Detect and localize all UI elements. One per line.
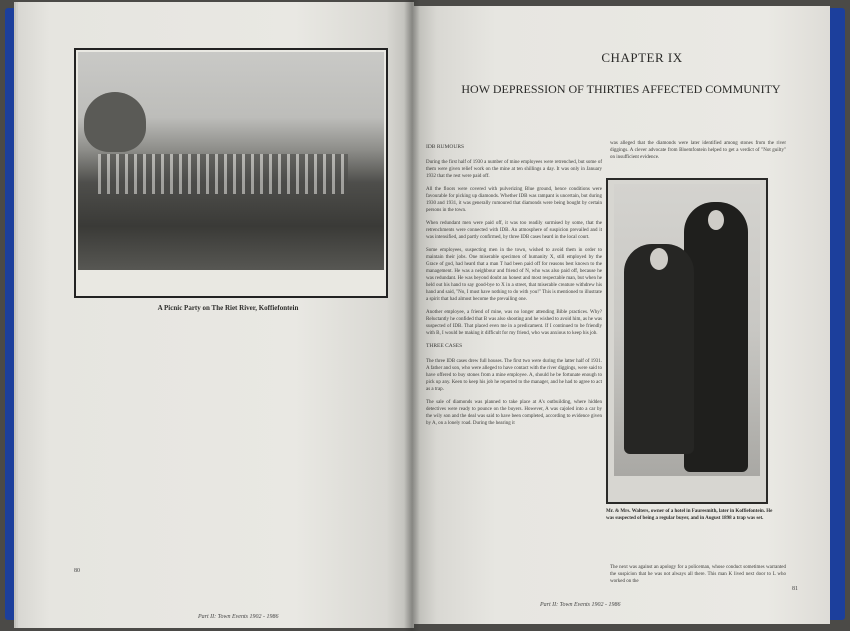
text-column-left bbox=[426, 144, 602, 433]
left-page bbox=[18, 2, 414, 628]
picnic-photo bbox=[78, 52, 384, 270]
chapter-title: HOW DEPRESSION OF THIRTIES AFFECTED COMMUNITY bbox=[461, 82, 781, 96]
text-column-right-top bbox=[610, 140, 786, 167]
chapter-number: CHAPTER IX bbox=[601, 50, 683, 65]
page-number-left: 80 bbox=[74, 568, 80, 574]
text-column-right-bottom bbox=[610, 564, 786, 591]
photo-tree bbox=[84, 92, 146, 152]
walters-photo-caption: Mr. & Mrs. Walters, owner of a hotel in Fauresmith, later in Koffiefontein. He was suspected of being a regular buyer, and in August 1898 a trap was set. bbox=[606, 509, 773, 521]
section-heading-idb-rumours: IDB RUMOURS bbox=[426, 144, 465, 150]
paragraph: The next was against an apology for a policeman, whose conduct sometimes warranted the suspicion that he was not always all there. This man K lived next door to L who worked on the bbox=[610, 565, 786, 584]
paragraph: The sale of diamonds was planned to take place at A's outbuilding, where hidden detectives were ready to pounce on the buyers. However, A was cajoled into a car by the wily son and the deal was said to have been completed, according to evidence given by A, on a lonely road. During the hearing it bbox=[426, 400, 602, 426]
walters-photo bbox=[614, 184, 760, 476]
right-page bbox=[412, 6, 830, 624]
photo-face bbox=[650, 248, 668, 270]
paragraph: Another employee, a friend of mine, was no longer attending Bible practices. Why? Reluctantly he confided that B was also shooting and he wished to avoid him, as he was suspected of IDB. That placed even me in a predicament. If I continued to be friendly with B, I would be making it difficult for my friend, who was anxious to keep his job. bbox=[426, 310, 602, 336]
paragraph: During the first half of 1930 a number of mine employees were retrenched, but some of them were given relief work on the mine at ten shillings a day. It was only in January 1932 that the rest were paid off. bbox=[426, 160, 602, 179]
paragraph: Some employees, suspecting men in the town, wished to avoid them in order to maintain their jobs. One miserable specimen of humanity X, still employed by the Grace of god, had heard that a man T had been paid off for reasons best known to the management. He was a neighbour and friend of N, who was also paid off, because he was redundant. He was beyond doubt an honest and most respectable man, but when he held out his hand to say good-bye to X in a street, that miserable creature withdrew his hand and said, "No, I must have nothing to do with you!" This is mentioned to illustrate a spirit that had almost become the prevailing one. bbox=[426, 248, 602, 302]
photo-man bbox=[624, 244, 694, 454]
paragraph: The three IDB cases drew full houses. The first two were during the latter half of 1931. A father and son, who were alleged to have contact with the river diggings, were said to have offered to buy stones from a mine employee. A, should he be fortunate enough to pick up any. Keen to keep his job he reported to the manager, and he had to agree to act as a trap. bbox=[426, 359, 602, 392]
paragraph: was alleged that the diamonds were later identified among stones from the river diggings. A clever advocate from Bloemfontein helped to get a verdict of "Not guilty" on insufficient evidence. bbox=[610, 141, 786, 160]
picnic-photo-caption: A Picnic Party on The Riet River, Koffiefontein bbox=[157, 304, 299, 312]
photo-face bbox=[708, 210, 724, 230]
section-heading-three-cases: THREE CASES bbox=[426, 343, 463, 349]
running-footer-right: Part II: Town Events 1902 - 1986 bbox=[540, 602, 621, 608]
running-footer-left: Part II: Town Events 1902 - 1986 bbox=[198, 614, 279, 620]
photo-people bbox=[98, 154, 348, 194]
book-gutter bbox=[404, 0, 420, 631]
paragraph: All the floors were covered with pulverizing Blue ground, hence conditions were favourable for picking up diamonds. Whether IDB was rampant is uncertain, but during 1930 and 1931, it was generally rumoured that diamonds were being bought by certain persons in the town. bbox=[426, 187, 602, 213]
walters-photo-frame bbox=[606, 178, 768, 504]
page-number-right: 81 bbox=[792, 586, 798, 592]
paragraph: When redundant men were paid off, it was too readily surmised by some, that the retrenchments were connected with IDB. An atmosphere of suspicion prevailed and it was intensified, and partly confirmed, by three IDB cases heard in the local court. bbox=[426, 221, 602, 240]
picnic-photo-frame bbox=[74, 48, 388, 298]
